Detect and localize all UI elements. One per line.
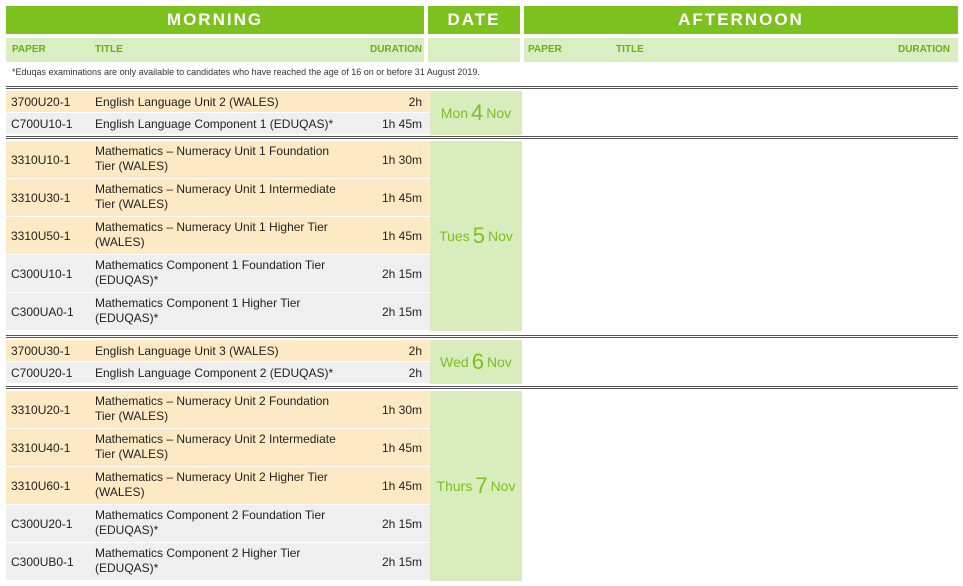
paper-duration: 1h 30m [381, 403, 422, 417]
paper-col-label: PAPER [528, 44, 562, 55]
paper-col-label: PAPER [12, 44, 46, 55]
paper-duration: 2h [408, 344, 422, 358]
paper-duration: 2h [408, 366, 422, 380]
paper-duration: 2h 15m [381, 267, 422, 281]
paper-duration: 1h 45m [381, 479, 422, 493]
exam-date [430, 91, 522, 135]
paper-duration: 2h 15m [381, 517, 422, 531]
date-num: 6 [471, 349, 484, 374]
paper-title: English Language Component 2 (EDUQAS)* [95, 366, 334, 380]
date-num: 4 [471, 100, 484, 125]
paper-title: English Language Unit 3 (WALES) [95, 344, 279, 358]
paper-title: Mathematics Component 1 Higher Tier (EDUQAS)* [95, 296, 301, 325]
exam-row [6, 217, 430, 255]
date-day: Tues [439, 228, 470, 244]
duration-col-label: DURATION [369, 44, 422, 55]
paper-code: 3310U40-1 [11, 441, 71, 455]
exam-row [6, 505, 430, 543]
paper-code: C300U20-1 [11, 517, 73, 531]
date-day: Mon [440, 105, 469, 121]
paper-duration: 1h 45m [381, 229, 422, 243]
date-month: Nov [490, 478, 516, 494]
exam-row [6, 91, 430, 113]
paper-title: Mathematics Component 2 Higher Tier (EDUQAS)* [95, 546, 301, 575]
exam-date [430, 340, 522, 384]
paper-duration: 1h 45m [381, 441, 422, 455]
paper-code: 3310U10-1 [11, 153, 71, 167]
paper-title: Mathematics Component 1 Foundation Tier (EDUQAS)* [95, 258, 326, 287]
exam-row [6, 340, 430, 362]
exam-row [6, 429, 430, 467]
day-group [6, 86, 958, 135]
exam-row [6, 255, 430, 293]
title-col-label: TITLE [616, 44, 644, 55]
eligibility-note: *Eduqas examinations are only available to candidates who have reached the age of 16 on or before 31 August 2019. [12, 67, 480, 77]
paper-title: Mathematics – Numeracy Unit 2 Higher Tier (WALES) [95, 470, 328, 499]
exam-row [6, 113, 430, 135]
date-day: Thurs [436, 478, 473, 494]
date-month: Nov [486, 354, 512, 370]
paper-title: English Language Unit 2 (WALES) [95, 95, 279, 109]
exam-date [430, 391, 522, 581]
exam-row [6, 362, 430, 384]
paper-duration: 1h 30m [381, 153, 422, 167]
day-group [6, 335, 958, 384]
paper-code: 3310U30-1 [11, 191, 71, 205]
paper-duration: 1h 45m [381, 117, 422, 131]
date-subheader [428, 38, 520, 62]
date-month: Nov [486, 105, 512, 121]
exam-row [6, 179, 430, 217]
day-group [6, 136, 958, 331]
paper-duration: 2h [408, 95, 422, 109]
morning-header: MORNING [6, 6, 424, 34]
paper-title: Mathematics – Numeracy Unit 2 Intermediate Tier (WALES) [95, 432, 336, 461]
paper-title: Mathematics – Numeracy Unit 1 Foundation Tier (WALES) [95, 144, 330, 173]
exam-date [430, 141, 522, 331]
date-num: 5 [472, 223, 485, 248]
exam-row [6, 293, 430, 331]
paper-code: 3310U60-1 [11, 479, 71, 493]
paper-code: C300UA0-1 [11, 305, 74, 319]
paper-code: C300U10-1 [11, 267, 73, 281]
date-month: Nov [487, 228, 513, 244]
date-num: 7 [475, 473, 488, 498]
exam-row [6, 391, 430, 429]
paper-title: Mathematics – Numeracy Unit 1 Intermediate Tier (WALES) [95, 182, 336, 211]
morning-subheader [6, 38, 424, 62]
paper-duration: 1h 45m [381, 191, 422, 205]
paper-duration: 2h 15m [381, 305, 422, 319]
paper-code: C700U10-1 [11, 117, 73, 131]
exam-row [6, 141, 430, 179]
paper-code: 3310U50-1 [11, 229, 71, 243]
afternoon-header: AFTERNOON [524, 6, 958, 34]
afternoon-subheader [524, 38, 958, 62]
paper-title: English Language Component 1 (EDUQAS)* [95, 117, 334, 131]
paper-code: C700U20-1 [11, 366, 73, 380]
paper-code: 3310U20-1 [11, 403, 71, 417]
exam-row [6, 543, 430, 581]
date-header: DATE [428, 6, 520, 34]
duration-col-label: DURATION [897, 44, 950, 55]
paper-code: 3700U30-1 [11, 344, 71, 358]
date-day: Wed [440, 354, 469, 370]
paper-duration: 2h 15m [381, 555, 422, 569]
paper-title: Mathematics Component 2 Foundation Tier (EDUQAS)* [95, 508, 326, 537]
paper-code: C300UB0-1 [11, 555, 74, 569]
title-col-label: TITLE [95, 44, 123, 55]
exam-row [6, 467, 430, 505]
paper-code: 3700U20-1 [11, 95, 71, 109]
paper-title: Mathematics – Numeracy Unit 1 Higher Tier (WALES) [95, 220, 328, 249]
paper-title: Mathematics – Numeracy Unit 2 Foundation Tier (WALES) [95, 394, 330, 423]
day-group [6, 386, 958, 581]
